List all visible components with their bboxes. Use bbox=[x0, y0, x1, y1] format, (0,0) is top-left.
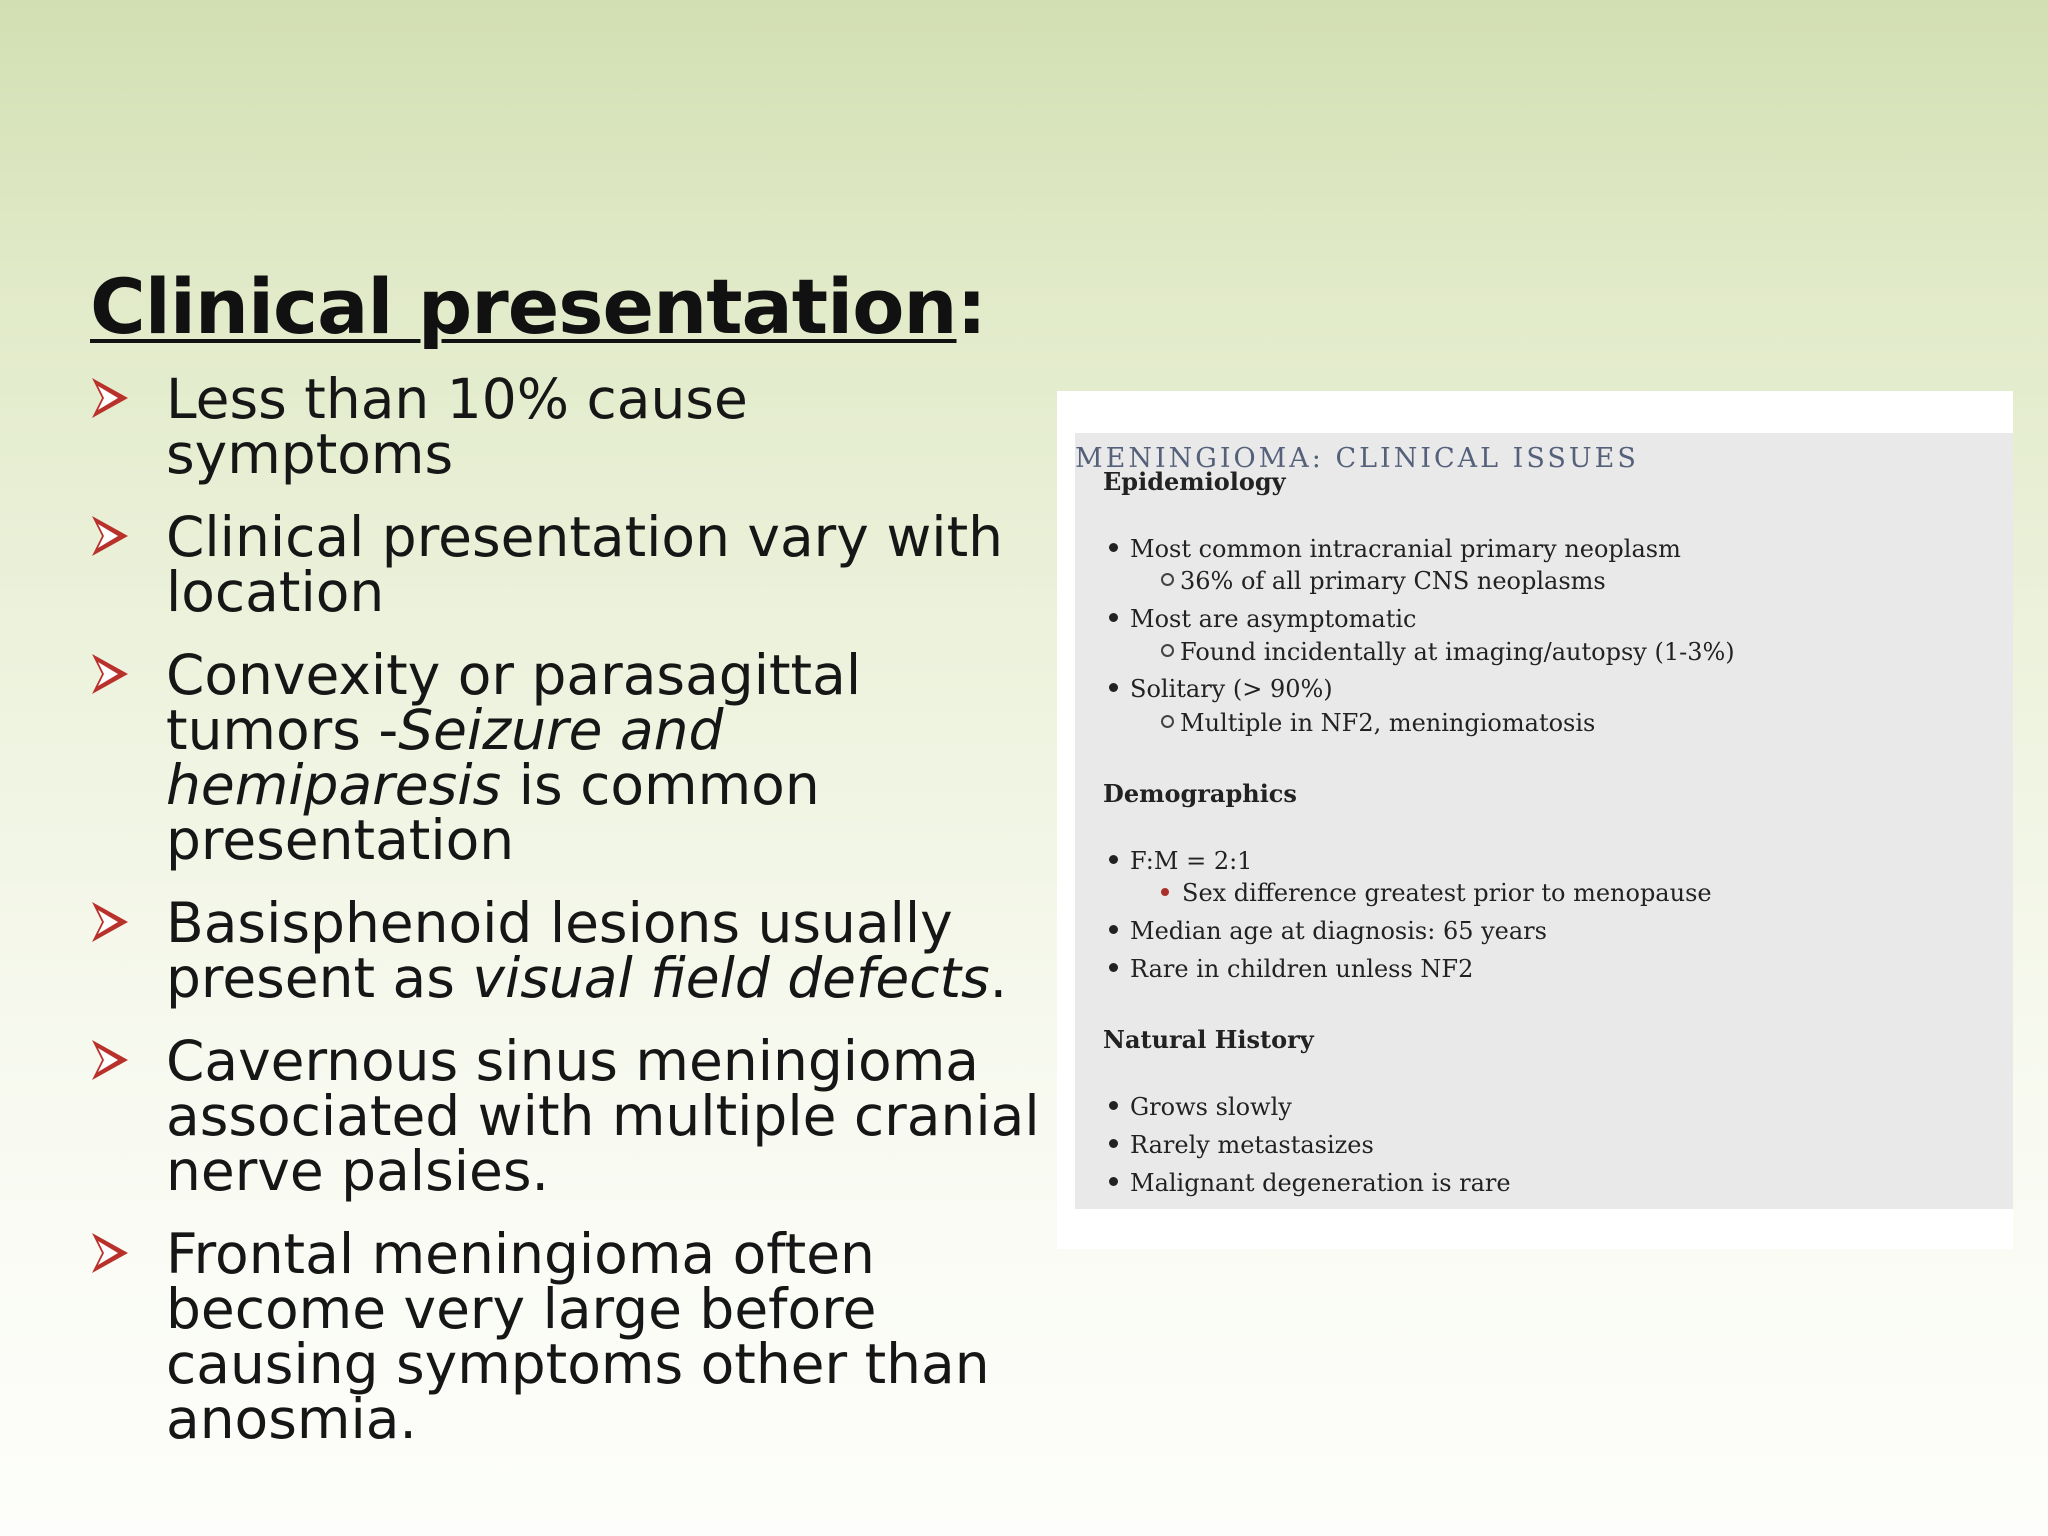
bullet-text-italic: Seizure and hemiparesis bbox=[166, 698, 724, 817]
list-item-text: Grows slowly bbox=[1130, 1093, 1292, 1121]
list-item-text: Most common intracranial primary neoplasm bbox=[1130, 535, 1681, 563]
arrow-bullet-icon bbox=[90, 1038, 130, 1082]
section-heading-natural-history: Natural History bbox=[1103, 1025, 1314, 1054]
bullet-text: Less than 10% cause symptoms bbox=[166, 367, 748, 486]
bullet-dot-icon bbox=[1109, 1139, 1118, 1148]
bullet-dot-icon bbox=[1109, 543, 1118, 552]
list-item bbox=[1109, 847, 1252, 875]
list-item-text: Most are asymptomatic bbox=[1130, 605, 1417, 633]
ring-bullet-icon bbox=[1161, 573, 1174, 586]
bullet-text: Convexity or parasagittal tumors - bbox=[166, 643, 862, 762]
arrow-bullet-icon bbox=[90, 900, 130, 944]
clinical-issues-table bbox=[1075, 433, 2013, 1209]
arrow-bullet-icon bbox=[90, 1231, 130, 1275]
table-title: MENINGIOMA: CLINICAL ISSUES bbox=[1075, 443, 1639, 474]
bullet-dot-icon bbox=[1109, 855, 1118, 864]
list-item bbox=[1161, 638, 1735, 666]
section-heading-epidemiology: Epidemiology bbox=[1103, 467, 1286, 496]
list-item bbox=[1161, 879, 1712, 907]
bullet-dot-icon bbox=[1109, 925, 1118, 934]
list-item-text: Found incidentally at imaging/autopsy (1-3%) bbox=[1180, 638, 1735, 666]
bullet-item bbox=[90, 891, 1050, 1010]
bullet-text: . bbox=[989, 946, 1008, 1010]
slide-title bbox=[90, 262, 986, 351]
ring-bullet-icon bbox=[1161, 715, 1174, 728]
bullet-item bbox=[90, 1029, 1050, 1203]
arrow-bullet-icon bbox=[90, 652, 130, 696]
bullet-dot-icon bbox=[1109, 1101, 1118, 1110]
bullet-dot-icon bbox=[1109, 963, 1118, 972]
bullet-dot-icon bbox=[1109, 683, 1118, 692]
bullet-text: Cavernous sinus meningioma associated with multiple cranial nerve palsies. bbox=[166, 1029, 1040, 1203]
bullet-dot-icon bbox=[1109, 613, 1118, 622]
bullet-text: is common presentation bbox=[166, 753, 820, 872]
list-item bbox=[1109, 535, 1681, 563]
list-item bbox=[1109, 605, 1416, 633]
clinical-issues-image bbox=[1057, 391, 2013, 1249]
bullet-list bbox=[90, 367, 1050, 1475]
ring-bullet-icon bbox=[1161, 644, 1174, 657]
bullet-item bbox=[90, 1222, 1050, 1451]
bullet-text-italic: visual field defects bbox=[472, 946, 990, 1010]
list-item-text: 36% of all primary CNS neoplasms bbox=[1180, 567, 1606, 595]
red-bullet-dot-icon bbox=[1161, 888, 1169, 896]
list-item bbox=[1109, 1093, 1292, 1121]
list-item-text: Median age at diagnosis: 65 years bbox=[1130, 917, 1547, 945]
list-item-text: Malignant degeneration is rare bbox=[1130, 1169, 1511, 1197]
bullet-dot-icon bbox=[1109, 1177, 1118, 1186]
bullet-text: Frontal meningioma often become very large before causing symptoms other than anosmia. bbox=[166, 1222, 990, 1451]
section-heading-demographics: Demographics bbox=[1103, 779, 1297, 808]
list-item bbox=[1161, 709, 1595, 737]
bullet-item bbox=[90, 367, 1050, 486]
list-item bbox=[1109, 1169, 1511, 1197]
slide-title-colon: : bbox=[956, 262, 986, 351]
list-item-text: F:M = 2:1 bbox=[1130, 847, 1253, 875]
list-item-text: Sex difference greatest prior to menopause bbox=[1182, 879, 1712, 907]
list-item-text: Rare in children unless NF2 bbox=[1130, 955, 1474, 983]
list-item bbox=[1109, 675, 1333, 703]
bullet-item bbox=[90, 643, 1050, 872]
bullet-item bbox=[90, 505, 1050, 624]
bullet-text: Basisphenoid lesions usually present as bbox=[166, 891, 953, 1010]
list-item-text: Rarely metastasizes bbox=[1130, 1131, 1374, 1159]
slide-title-text: Clinical presentation bbox=[90, 262, 957, 351]
list-item bbox=[1109, 955, 1473, 983]
arrow-bullet-icon bbox=[90, 514, 130, 558]
arrow-bullet-icon bbox=[90, 376, 130, 420]
list-item bbox=[1161, 567, 1606, 595]
list-item-text: Solitary (> 90%) bbox=[1130, 675, 1333, 703]
list-item-text: Multiple in NF2, meningiomatosis bbox=[1180, 709, 1596, 737]
list-item bbox=[1109, 1131, 1374, 1159]
list-item bbox=[1109, 917, 1547, 945]
bullet-text: Clinical presentation vary with location bbox=[166, 505, 1004, 624]
